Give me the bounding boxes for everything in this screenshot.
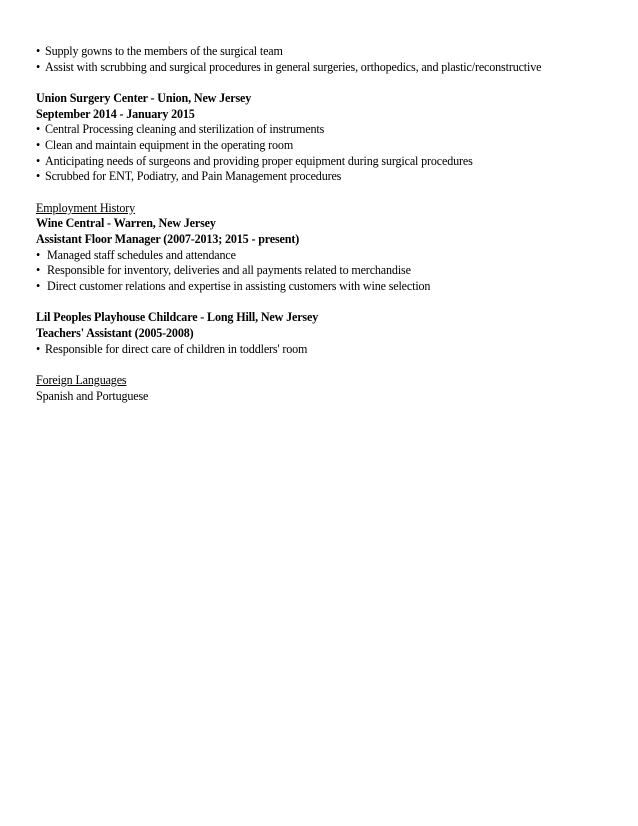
list-item	[36, 169, 616, 185]
spacer	[36, 357, 616, 373]
bullet-text: Responsible for direct care of children in toddlers' room	[45, 341, 308, 356]
list-item	[36, 342, 616, 358]
list-item	[36, 44, 616, 60]
section-title-employment: Employment History	[36, 200, 136, 215]
bullet: •	[36, 59, 41, 74]
languages-text: Spanish and Portuguese	[36, 388, 149, 403]
bullet: •	[36, 137, 41, 152]
bullet-text: Assist with scrubbing and surgical procedures in general surgeries, orthopedics, and plastic/reconstructive	[45, 59, 542, 74]
job-role-wine: Assistant Floor Manager (2007-2013; 2015 - present)	[36, 231, 300, 246]
list-item	[36, 122, 616, 138]
job-heading-union: Union Surgery Center - Union, New Jersey	[36, 91, 252, 106]
bullet-text: Anticipating needs of surgeons and providing proper equipment during surgical procedures	[45, 153, 473, 168]
list-item	[36, 60, 616, 76]
bullet: •	[36, 263, 41, 278]
bullet: •	[36, 247, 41, 262]
list-item	[36, 263, 616, 279]
bullet-text: Clean and maintain equipment in the operating room	[45, 137, 294, 152]
bullet-text: Responsible for inventory, deliveries and all payments related to merchandise	[47, 263, 411, 278]
job-role-lil: Teachers' Assistant (2005-2008)	[36, 325, 194, 340]
bullet-text: Direct customer relations and expertise in assisting customers with wine selection	[47, 278, 431, 293]
bullet: •	[36, 169, 41, 184]
spacer	[36, 294, 616, 310]
spacer	[36, 75, 616, 91]
bullet: •	[36, 278, 41, 293]
bullet: •	[36, 341, 41, 356]
list-item	[36, 138, 616, 154]
list-item	[36, 279, 616, 295]
bullet: •	[36, 44, 41, 58]
list-item	[36, 248, 616, 264]
job-heading-lil: Lil Peoples Playhouse Childcare - Long Hill, New Jersey	[36, 310, 319, 325]
bullet-text: Central Processing cleaning and sterilization of instruments	[45, 122, 325, 137]
section-title-languages: Foreign Languages	[36, 373, 127, 388]
bullet-text: Managed staff schedules and attendance	[47, 247, 236, 262]
job-heading-wine: Wine Central - Warren, New Jersey	[36, 216, 216, 231]
spacer	[36, 185, 616, 201]
bullet-text: Supply gowns to the members of the surgical team	[45, 44, 283, 58]
list-item	[36, 154, 616, 170]
bullet-text: Scrubbed for ENT, Podiatry, and Pain Management procedures	[45, 169, 342, 184]
bullet: •	[36, 153, 41, 168]
bullet: •	[36, 122, 41, 137]
job-dates-union: September 2014 - January 2015	[36, 106, 195, 121]
resume-content	[36, 44, 616, 404]
